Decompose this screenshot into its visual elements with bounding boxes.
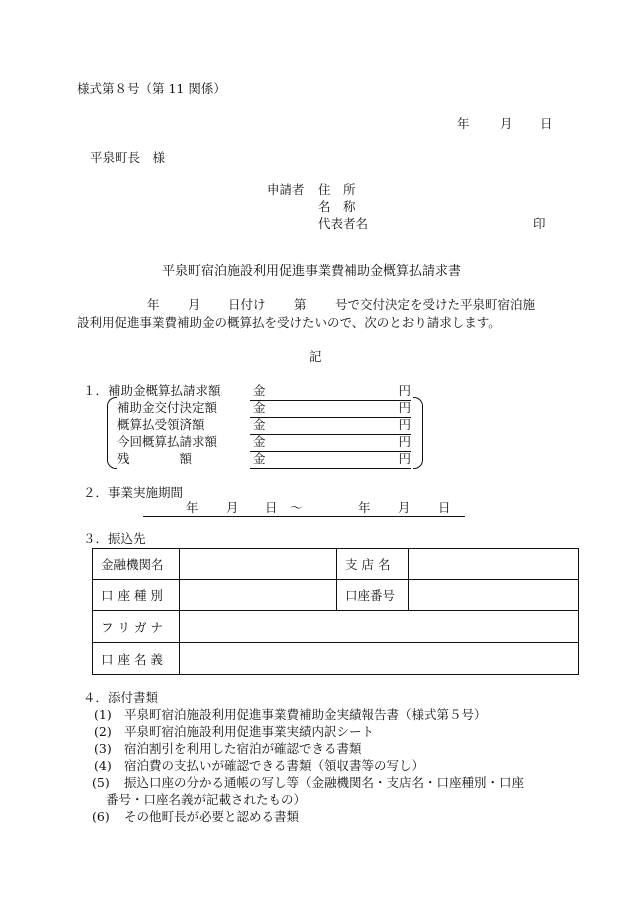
bank-row-1 xyxy=(93,549,579,580)
period-start-year: 年 xyxy=(186,500,199,515)
breakdown-received-suffix: 円 xyxy=(398,417,411,432)
body-line2: 設利用促進事業費補助金の概算払を受けたいので、次のとおり請求します。 xyxy=(77,315,501,330)
bank-name-field[interactable] xyxy=(180,549,337,580)
attachment-num-4: (4) xyxy=(94,758,112,773)
breakdown-label-remaining: 残 額 xyxy=(117,451,193,466)
period-start-month: 月 xyxy=(226,500,239,515)
attachment-num-1: (1) xyxy=(94,707,112,722)
applicant-name-label: 名 称 xyxy=(318,199,356,214)
breakdown-remaining-line xyxy=(250,453,411,469)
breakdown-bracket-right xyxy=(413,397,423,469)
addressee: 平泉町長 様 xyxy=(90,150,166,165)
breakdown-label-current: 今回概算払請求額 xyxy=(117,434,218,449)
document-title: 平泉町宿泊施設利用促進事業費補助金概算払請求書 xyxy=(162,264,462,279)
seal-mark: 印 xyxy=(533,216,546,231)
section2-heading: ２．事業実施期間 xyxy=(83,485,184,500)
total-amount-line xyxy=(250,385,411,401)
attachment-text-2: 平泉町宿泊施設利用促進事業実績内訳シート xyxy=(124,724,375,739)
date-year: 年 xyxy=(457,116,470,131)
date-month: 月 xyxy=(500,116,513,131)
total-amount-prefix: 金 xyxy=(253,383,266,398)
account-type-field[interactable] xyxy=(180,580,337,611)
attachment-num-3: (3) xyxy=(94,741,112,756)
breakdown-remaining-prefix: 金 xyxy=(253,451,266,466)
account-holder-field[interactable] xyxy=(180,643,579,675)
bank-account-table xyxy=(92,548,579,675)
body-number-prefix: 第 xyxy=(294,297,307,312)
attachment-num-5: (5) xyxy=(92,775,110,790)
bank-name-label: 金融機関名 xyxy=(93,549,180,580)
section4-heading: ４．添付書類 xyxy=(83,690,159,705)
body-month: 月 xyxy=(188,297,201,312)
date-day: 日 xyxy=(540,116,553,131)
period-end-day: 日 xyxy=(438,500,451,515)
body-year: 年 xyxy=(147,297,160,312)
total-amount-suffix: 円 xyxy=(398,383,411,398)
applicant-address-label: 住 所 xyxy=(318,182,356,197)
branch-field[interactable] xyxy=(409,549,579,580)
breakdown-bracket-left xyxy=(107,397,117,469)
period-tilde: ～ xyxy=(290,500,303,515)
section1-heading: １．補助金概算払請求額 xyxy=(83,383,221,398)
breakdown-received-prefix: 金 xyxy=(253,417,266,432)
branch-label: 支 店 名 xyxy=(337,549,409,580)
furigana-label: フ リ ガ ナ xyxy=(93,611,180,643)
breakdown-received-line xyxy=(250,419,411,435)
attachment-text-6: その他町長が必要と認める書類 xyxy=(124,809,300,824)
attachment-num-6: (6) xyxy=(92,809,110,824)
breakdown-decision-suffix: 円 xyxy=(398,400,411,415)
attachment-num-2: (2) xyxy=(94,724,112,739)
ki-mark: 記 xyxy=(309,349,322,364)
bank-row-2 xyxy=(93,580,579,611)
breakdown-current-line xyxy=(250,436,411,452)
bank-row-4 xyxy=(93,643,579,675)
applicant-representative-label: 代表者名 xyxy=(318,216,369,231)
breakdown-current-prefix: 金 xyxy=(253,434,266,449)
account-number-field[interactable] xyxy=(409,580,579,611)
period-start-day: 日 xyxy=(265,500,278,515)
breakdown-remaining-suffix: 円 xyxy=(398,451,411,466)
body-line1-rest: 号で交付決定を受けた平泉町宿泊施 xyxy=(335,297,536,312)
attachment-text-5: 振込口座の分かる通帳の写し等（金融機関名・支店名・口座種別・口座 xyxy=(124,775,525,790)
breakdown-decision-prefix: 金 xyxy=(253,400,266,415)
period-end-month: 月 xyxy=(398,500,411,515)
attachment-text-1: 平泉町宿泊施設利用促進事業費補助金実績報告書（様式第５号） xyxy=(124,707,487,722)
breakdown-label-decision: 補助金交付決定額 xyxy=(117,400,218,415)
body-dated: 日付け xyxy=(228,297,266,312)
breakdown-current-suffix: 円 xyxy=(398,434,411,449)
section3-heading: ３．振込先 xyxy=(83,531,146,546)
account-number-label: 口座番号 xyxy=(337,580,409,611)
account-type-label: 口 座 種 別 xyxy=(93,580,180,611)
bank-row-3 xyxy=(93,611,579,643)
attachment-text-3: 宿泊割引を利用した宿泊が確認できる書類 xyxy=(124,741,362,756)
attachment-text-4: 宿泊費の支払いが確認できる書類（領収書等の写し） xyxy=(124,758,425,773)
applicant-label: 申請者 xyxy=(267,182,305,197)
period-end-year: 年 xyxy=(358,500,371,515)
furigana-field[interactable] xyxy=(180,611,579,643)
form-number: 様式第８号（第 11 関係） xyxy=(77,81,226,96)
account-holder-label: 口 座 名 義 xyxy=(93,643,180,675)
breakdown-decision-line xyxy=(250,402,411,418)
attachment-text-5-cont: 番号・口座名義が記載されたもの） xyxy=(106,792,307,807)
breakdown-label-received: 概算払受領済額 xyxy=(117,417,205,432)
